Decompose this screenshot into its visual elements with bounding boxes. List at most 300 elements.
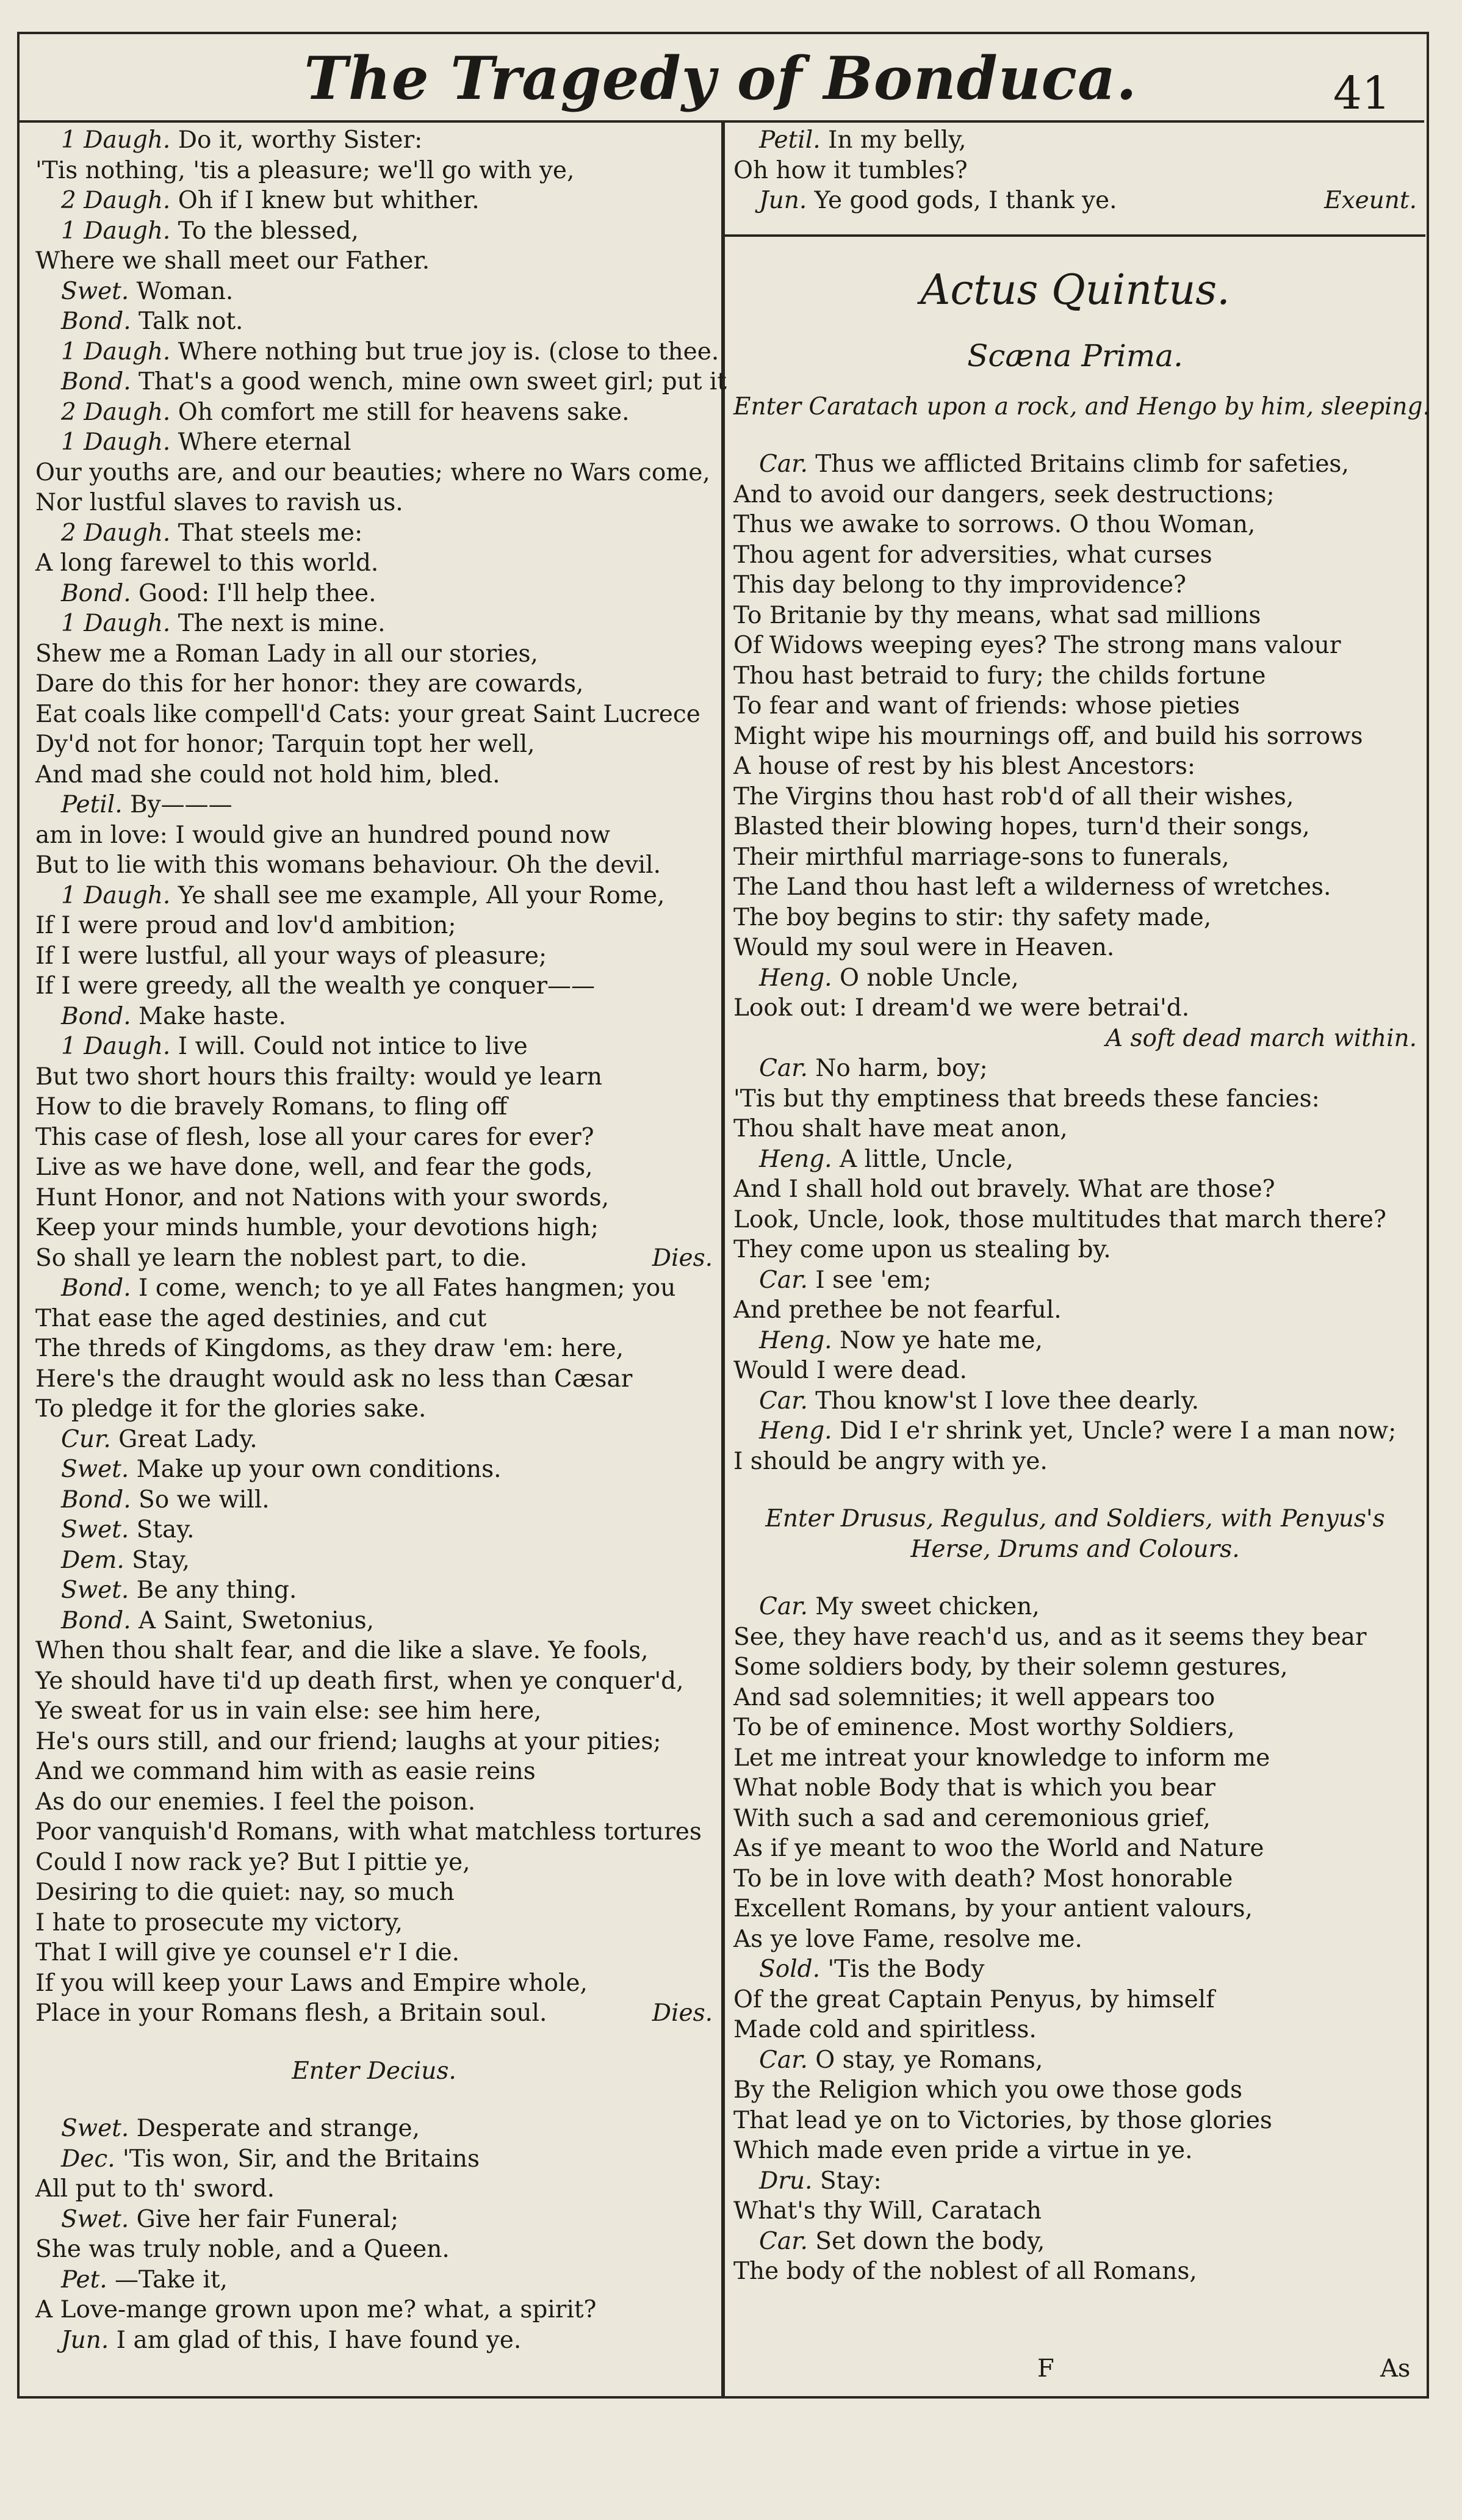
spacer [733,1476,1417,1504]
verse-line [733,2226,1417,2257]
verse-line [733,1803,1417,1834]
verse-line [733,125,1417,156]
verse-line [733,2136,1417,2166]
stage-direction [733,392,1430,422]
line-text: Thus we afflicted Britains climb for safeties, [815,450,1349,478]
stage-direction [733,1504,1417,1534]
line-text: Hunt Honor, and not Nations with your swords, [35,1183,610,1211]
verse-line [35,2204,713,2235]
speaker-label: 2 Daugh. [61,187,178,214]
verse-line [35,125,713,156]
speaker-label: Pet. [61,2265,115,2294]
line-text: Ye sweat for us in vain else: see him here, [35,1697,542,1725]
verse-line [733,480,1417,510]
speaker-label: Swet. [61,2205,137,2233]
verse-line [35,458,713,488]
verse-line [35,2234,713,2265]
speaker-label: 1 Daugh. [61,126,178,154]
line-text: And sad solemnities; it well appears too [733,1683,1215,1711]
verse-line [733,1773,1417,1803]
line-text: Oh comfort me still for heavens sake. [178,398,630,426]
signature-mark: F [1037,2355,1054,2383]
speaker-label: 1 Daugh. [61,428,178,456]
line-text: Ye good gods, I thank ye. [814,187,1117,214]
line-text: Make haste. [139,1002,286,1030]
line-text: Here's the draught would ask no less than Cæsar [35,1365,633,1393]
speaker-label: Bond. [61,1606,139,1634]
line-text: The threds of Kingdoms, as they draw 'em: here, [35,1335,624,1362]
verse-line [35,1152,713,1183]
verse-line [733,782,1417,812]
speaker-label: Dem. [61,1546,132,1574]
line-text: Their mirthful marriage-sons to funerals, [733,843,1230,871]
speaker-label: Dec. [61,2145,123,2173]
speaker-label: Car. [759,1055,816,1082]
verse-line [35,1334,713,1364]
line-text: Great Lady. [118,1425,257,1453]
line-text: He's ours still, and our friend; laughs at your pities; [35,1727,661,1755]
verse-line [733,721,1417,752]
line-text: If I were proud and lov'd ambition; [35,912,456,939]
stage-direction [35,2056,713,2087]
line-text: To be in love with death? Most honorable [733,1865,1233,1893]
line-text: Keep your minds humble, your devotions high; [35,1214,599,1241]
line-text: That lead ye on to Victories, by those glories [733,2106,1272,2134]
line-text: To the blessed, [178,217,359,245]
line-text: But two short hours this frailty: would ye learn [35,1063,602,1091]
verse-line [733,751,1417,782]
line-text: This day belong to thy improvidence? [733,571,1186,599]
speaker-label: Heng. [759,1326,840,1354]
verse-line [733,1894,1417,1924]
verse-line [733,1024,1417,1054]
left-column [35,125,727,2355]
line-text: See, they have reach'd us, and as it seems they bear [733,1623,1367,1651]
verse-line [733,2166,1417,2197]
line-text: Dare do this for her honor: they are cowards, [35,670,584,698]
verse-line [35,397,713,428]
line-text: Nor lustful slaves to ravish us. [35,489,403,516]
line-text: Might wipe his mournings off, and build his sorrows [733,722,1363,750]
act-title: Actus Quintus. [920,265,1230,314]
speaker-label: Heng. [759,1417,840,1445]
verse-line [35,699,713,730]
stage-direction-right: Exeunt. [1324,187,1417,214]
verse-line [733,1864,1417,1894]
verse-line [733,1833,1417,1864]
line-text: By——— [129,791,232,818]
line-text: 'Tis won, Sir, and the Britains [123,2145,480,2173]
line-text: Thou shalt have meat anon, [733,1115,1068,1143]
verse-line [35,941,713,972]
line-text: O stay, ye Romans, [815,2046,1043,2074]
line-text: How to die bravely Romans, to fling off [35,1093,508,1121]
line-text: —Take it, [115,2265,228,2294]
speaker-label: Dru. [759,2167,820,2195]
line-text: When thou shalt fear, and die like a slave. Ye fools, [35,1637,649,1664]
verse-line [35,790,713,820]
verse-line [733,630,1417,661]
verse-line [733,156,1417,186]
verse-line [35,881,713,911]
verse-line [733,963,1417,994]
verse-line [35,518,713,549]
line-text: And prethee be not fearful. [733,1296,1062,1324]
verse-line [733,186,1417,216]
line-text: am in love: I would give an hundred pound now [35,821,610,849]
verse-line [35,820,713,851]
verse-line [35,2114,713,2144]
speaker-label: Bond. [61,368,139,395]
right-column-main [733,392,1430,2287]
line-text: What's thy Will, Caratach [733,2197,1042,2225]
line-text: A long farewel to this world. [35,549,379,577]
speaker-label: Swet. [61,2115,137,2142]
verse-line [733,2196,1417,2226]
line-text: What noble Body that is which you bear [733,1774,1215,1802]
verse-line [733,1743,1417,1774]
line-text: Dy'd not for honor; Tarquin topt her well, [35,731,535,758]
line-text: Did I e'r shrink yet, Uncle? were I a man now; [839,1417,1397,1445]
verse-line [35,1787,713,1818]
line-text: Which made even pride a virtue in ye. [733,2137,1193,2164]
speaker-label: 1 Daugh. [61,610,178,637]
line-text: Do it, worthy Sister: [178,126,423,154]
verse-line [35,306,713,337]
line-text: Give her fair Funeral; [136,2205,399,2233]
catchword: As [1380,2355,1411,2383]
verse-line [733,1174,1417,1205]
verse-line [733,2256,1417,2287]
verse-line [733,1326,1417,1356]
verse-line [733,1683,1417,1713]
verse-line [733,510,1417,540]
speaker-label: Car. [759,1593,816,1620]
line-text: Would I were dead. [733,1357,967,1384]
act-divider-rule [725,234,1425,237]
speaker-label: Bond. [61,1002,139,1030]
line-text: Oh how it tumbles? [733,156,968,184]
line-text: A little, Uncle, [839,1145,1014,1173]
verse-line [35,1696,713,1727]
verse-line [35,276,713,307]
page-title: The Tragedy of Bonduca. [304,44,1137,113]
line-text: That's a good wench, mine own sweet girl; put it [139,368,727,395]
right-column-top [733,125,1417,216]
verse-line [733,933,1417,963]
line-text: 'Tis but thy emptiness that breeds these fancies: [733,1085,1320,1113]
line-text: As if ye meant to woo the World and Nature [733,1835,1264,1862]
verse-line [733,1652,1417,1683]
verse-line [733,812,1417,842]
line-text: I will. Could not intice to live [178,1033,528,1060]
verse-line [35,186,713,216]
speaker-label: Car. [759,2227,816,2255]
verse-line [35,1545,713,1576]
verse-line [35,760,713,790]
line-text: Of the great Captain Penyus, by himself [733,1985,1215,2013]
verse-line [733,449,1417,480]
verse-line [733,1053,1417,1084]
verse-line [35,156,713,186]
speaker-label: 2 Daugh. [61,398,178,426]
line-text: And to avoid our dangers, seek destructions; [733,480,1275,508]
verse-line [35,1213,713,1243]
stage-direction-right: A soft dead march within. [1105,1024,1417,1052]
line-text: Good: I'll help thee. [139,579,376,607]
line-text: Of Widows weeping eyes? The strong mans valour [733,632,1341,659]
line-text: The body of the noblest of all Romans, [733,2258,1197,2285]
speaker-label: Swet. [61,1576,137,1604]
line-text: A house of rest by his blest Ancestors: [733,753,1196,780]
verse-line [733,661,1417,691]
speaker-label: Bond. [61,579,139,607]
line-text: Woman. [136,277,234,305]
line-text: Would my soul were in Heaven. [733,934,1115,961]
verse-line [733,1386,1417,1417]
line-text: I come, wench; to ye all Fates hangmen; you [139,1274,676,1302]
verse-line [35,1756,713,1787]
verse-line [35,729,713,760]
verse-line [733,1265,1417,1296]
speaker-label: Bond. [61,1486,139,1514]
speaker-label: Petil. [61,791,130,818]
verse-line [733,1713,1417,1743]
line-text: The Virgins thou hast rob'd of all their wishes, [733,782,1294,811]
stage-direction-right: Dies. [652,1999,713,2027]
line-text: Eat coals like compell'd Cats: your great Saint Lucrece [35,700,700,728]
line-text: Desperate and strange, [136,2115,420,2142]
line-text: 'Tis the Body [827,1955,985,1983]
verse-line [733,1416,1417,1446]
line-text: That I will give ye counsel e'r I die. [35,1939,459,1966]
line-text: Oh if I knew but whither. [178,187,480,214]
verse-line [35,608,713,639]
stage-direction [733,1534,1417,1565]
line-text: Look, Uncle, look, those multitudes that march there? [733,1205,1386,1233]
verse-line [35,639,713,670]
verse-line [35,2144,713,2175]
line-text: The boy begins to stir: thy safety made, [733,903,1212,931]
verse-line [35,2295,713,2325]
speaker-label: Car. [759,1266,816,1294]
verse-line [733,993,1417,1024]
verse-line [35,1877,713,1908]
verse-line [733,1622,1417,1653]
verse-line [733,1592,1417,1622]
line-text: That steels me: [178,519,363,547]
line-text: And we command him with as easie reins [35,1758,536,1785]
line-text: Where we shall meet our Father. [35,247,430,275]
verse-line [733,2075,1417,2106]
verse-line [35,1606,713,1636]
verse-line [35,850,713,881]
line-text: The Land thou hast left a wilderness of wretches. [733,873,1331,901]
speaker-label: Cur. [61,1425,119,1453]
line-text: In my belly, [827,126,967,154]
verse-line [35,1938,713,1968]
line-text: O noble Uncle, [839,964,1019,992]
line-text: Enter Drusus, Regulus, and Soldiers, with Penyus's [765,1505,1385,1533]
line-text: Now ye hate me, [839,1326,1043,1354]
line-text: They come upon us stealing by. [733,1236,1111,1263]
verse-line [733,570,1417,601]
line-text: Stay: [819,2167,882,2195]
speaker-label: 1 Daugh. [61,1033,178,1060]
line-text: Where nothing but true joy is. (close to thee. [178,338,719,366]
line-text: She was truly noble, and a Queen. [35,2236,450,2263]
verse-line [733,1295,1417,1326]
verse-line [35,488,713,518]
verse-line [35,1122,713,1153]
speaker-label: 1 Daugh. [61,338,178,366]
verse-line [733,1446,1417,1477]
line-text: The next is mine. [178,610,386,637]
line-text: Let me intreat your knowledge to inform me [733,1744,1270,1772]
line-text: Where eternal [178,428,351,456]
verse-line [35,548,713,579]
line-text: Excellent Romans, by your antient valours, [733,1895,1253,1922]
verse-line [35,216,713,247]
speaker-label: Jun. [61,2326,117,2354]
speaker-label: 1 Daugh. [61,881,178,909]
line-text: Stay. [136,1516,195,1543]
speaker-label: Bond. [61,1274,139,1302]
verse-line [35,1515,713,1545]
line-text: I see 'em; [815,1266,932,1294]
line-text: Thou agent for adversities, what curses [733,541,1212,569]
line-text: If I were greedy, all the wealth ye conquer—— [35,972,595,1000]
line-text: A Love-mange grown upon me? what, a spirit? [35,2296,597,2323]
speaker-label: Car. [759,450,816,478]
speaker-label: Car. [759,1387,816,1415]
line-text: Enter Caratach upon a rock, and Hengo by him, sleeping. [733,392,1430,421]
verse-line [35,1304,713,1334]
speaker-label: Sold. [759,1955,828,1983]
speaker-label: 2 Daugh. [61,519,178,547]
line-text: As ye love Fame, resolve me. [733,1925,1082,1953]
line-text: But to lie with this womans behaviour. Oh the devil. [35,851,661,879]
verse-line [733,842,1417,873]
line-text: Could I now rack ye? But I pittie ye, [35,1848,470,1876]
line-text: Herse, Drums and Colours. [910,1535,1240,1563]
verse-line [35,2265,713,2295]
line-text: Set down the body, [815,2227,1045,2255]
speaker-label: Swet. [61,1516,137,1543]
verse-line [35,1183,713,1213]
line-text: That ease the aged destinies, and cut [35,1304,487,1332]
verse-line [733,691,1417,721]
verse-line [35,1454,713,1485]
stage-direction-right: Dies. [652,1244,713,1272]
verse-line [733,1144,1417,1175]
line-text: To fear and want of friends: whose pieties [733,692,1241,720]
verse-line [35,1847,713,1878]
verse-line [733,903,1417,933]
scene-title: Scæna Prima. [967,338,1183,374]
line-text: Thou know'st I love thee dearly. [815,1387,1200,1415]
verse-line [733,1084,1417,1114]
running-head [17,32,1424,123]
spacer [35,2086,713,2114]
verse-line [733,872,1417,903]
verse-line [733,1954,1417,1985]
verse-line [35,2174,713,2204]
speaker-label: Jun. [759,187,815,214]
line-text: With such a sad and ceremonious grief, [733,1804,1211,1832]
line-text: All put to th' sword. [35,2175,275,2203]
verse-line [733,1114,1417,1144]
verse-line [35,1243,713,1274]
speaker-label: Swet. [61,277,137,305]
right-column [733,125,1430,2287]
line-text: Enter Decius. [292,2057,456,2085]
line-text: Thou hast betraid to fury; the childs fortune [733,662,1266,690]
line-text: So shall ye learn the noblest part, to die. [35,1244,528,1272]
verse-line [35,669,713,699]
verse-line [35,1424,713,1455]
line-text: I am glad of this, I have found ye. [116,2326,522,2354]
line-text: Be any thing. [136,1576,297,1604]
line-text: Made cold and spiritless. [733,2016,1037,2043]
column-divider [721,120,725,2396]
speaker-label: Bond. [61,308,139,335]
speaker-label: 1 Daugh. [61,217,178,245]
line-text: To Britanie by thy means, what sad millions [733,601,1261,629]
verse-line [733,1205,1417,1235]
verse-line [35,367,727,397]
verse-line [733,1985,1417,2015]
verse-line [35,337,719,367]
line-text: To be of eminence. Most worthy Soldiers, [733,1714,1235,1741]
line-text: If I were lustful, all your ways of pleasure; [35,942,547,970]
verse-line [35,1666,713,1697]
line-text: Some soldiers body, by their solemn gestures, [733,1653,1288,1681]
verse-line [35,1998,713,2029]
line-text: Stay, [132,1546,190,1574]
line-text: By the Religion which you owe those gods [733,2076,1243,2104]
line-text: Our youths are, and our beauties; where no Wars come, [35,458,710,486]
verse-line [35,971,713,1002]
verse-line [733,540,1417,571]
line-text: Blasted their blowing hopes, turn'd their songs, [733,813,1310,840]
verse-line [35,1092,713,1122]
line-text: And mad she could not hold him, bled. [35,760,500,789]
verse-line [35,1968,713,1999]
line-text: No harm, boy; [815,1055,988,1082]
verse-line [35,1002,713,1032]
line-text: A Saint, Swetonius, [139,1606,375,1634]
speaker-label: Heng. [759,1145,840,1173]
verse-line [35,1062,713,1092]
line-text: 'Tis nothing, 'tis a pleasure; we'll go with ye, [35,156,575,184]
line-text: Desiring to die quiet: nay, so much [35,1879,455,1906]
line-text: If you will keep your Laws and Empire whole, [35,1969,588,1997]
verse-line [35,911,713,941]
verse-line [733,1924,1417,1955]
speaker-label: Swet. [61,1456,137,1483]
verse-line [733,2015,1417,2045]
verse-line [35,1636,713,1666]
spacer [733,1564,1417,1592]
line-text: Look out: I dream'd we were betrai'd. [733,994,1190,1022]
line-text: Shew me a Roman Lady in all our stories, [35,640,538,668]
verse-line [35,1817,713,1847]
line-text: Thus we awake to sorrows. O thou Woman, [733,511,1256,538]
line-text: Make up your own conditions. [136,1456,502,1483]
verse-line [35,427,713,458]
line-text: Live as we have done, well, and fear the gods, [35,1153,593,1181]
